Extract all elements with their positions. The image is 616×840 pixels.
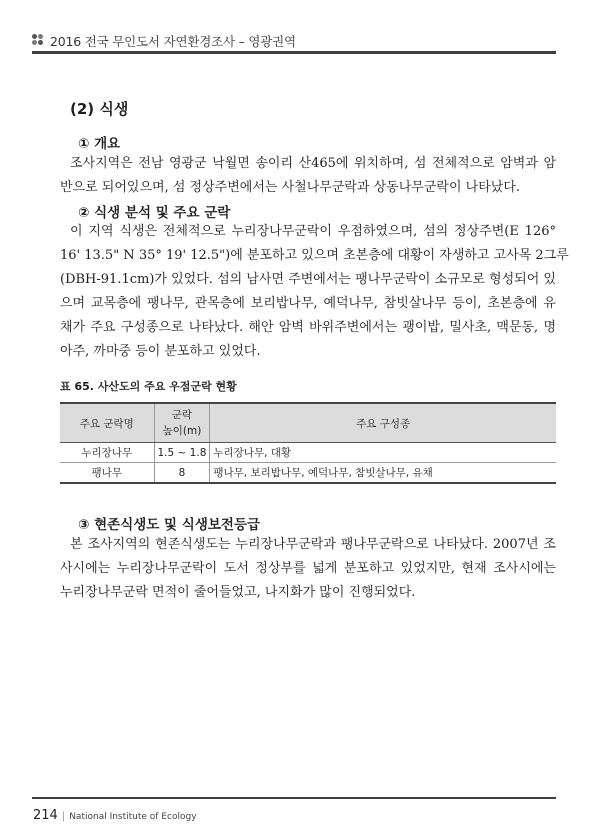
subsection-heading-analysis: ② 식생 분석 및 주요 군락	[78, 205, 231, 221]
header-title: 2016 전국 무인도서 자연환경조사 – 영광권역	[50, 34, 296, 49]
column-header-species: 주요 구성종	[210, 403, 556, 443]
page-number: 214	[33, 808, 58, 823]
cell-community: 누리장나무	[60, 443, 154, 463]
text-line: 조사지역은 전남 영광군 낙월면 송이리 산465에 위치하며, 섬 전체적으로 암벽과 암	[70, 156, 556, 171]
text-line: 반으로 되어있으며, 섬 정상주변에서는 사철나무군락과 상동나무군락이 나타났다.	[60, 180, 521, 195]
text-line: 채가 주요 구성종으로 나타났다. 해안 암벽 바위주변에서는 괭이밥, 밀사초, 맥문동, 명	[60, 320, 556, 335]
cell-species: 누리장나무, 대황	[210, 443, 556, 463]
section-heading: (2) 식생	[70, 100, 129, 118]
column-header-height: 군락 높이(m)	[154, 403, 210, 443]
dominant-community-table	[60, 402, 556, 484]
table-caption: 표 65. 사산도의 주요 우점군락 현황	[60, 380, 237, 393]
table-row	[60, 443, 556, 463]
cell-community: 팽나무	[60, 463, 154, 484]
cell-height: 8	[154, 463, 210, 484]
footer-separator: |	[61, 811, 66, 822]
text-line: 으며 교목층에 팽나무, 관목층에 보리밥나무, 예덕나무, 참빗살나무 등이, 초본층에 유	[60, 296, 556, 311]
footer-institute: National Institute of Ecology	[69, 812, 197, 822]
page-footer	[33, 804, 197, 823]
running-header	[32, 26, 556, 54]
table-header-row	[60, 403, 556, 443]
paragraph-overview	[60, 152, 556, 200]
paragraph-analysis	[60, 220, 569, 364]
text-line: (DBH-91.1cm)가 있었다. 섬의 남사면 주변에서는 팽나무군락이 소규모로 형성되어 있	[60, 272, 556, 287]
header-bullet-icon	[32, 34, 44, 46]
cell-species: 팽나무, 보리밥나무, 예덕나무, 참빗살나무, 유채	[210, 463, 556, 484]
table-row	[60, 463, 556, 484]
text-line: 사시에는 누리장나무군락이 도서 정상부를 넓게 분포하고 있었지만, 현재 조사시에는	[60, 561, 556, 576]
subsection-heading-overview: ① 개요	[78, 136, 121, 152]
text-line: 이 지역 식생은 전체적으로 누리장나무군락이 우점하였으며, 섬의 정상주변(E 126°	[70, 224, 556, 239]
text-line: 누리장나무군락 면적이 줄어들었고, 나지화가 많이 진행되었다.	[60, 585, 416, 600]
column-header-community: 주요 군락명	[60, 403, 154, 443]
text-line: 아주, 까마중 등이 분포하고 있었다.	[60, 344, 261, 359]
footer-rule	[32, 797, 556, 799]
text-line: 16' 13.5" N 35° 19' 12.5")에 분포하고 있으며 초본층에 대황이 자생하고 고사목 2그루	[60, 248, 569, 263]
text-line: 본 조사지역의 현존식생도는 누리장나무군락과 팽나무군락으로 나타났다. 2007년 조	[70, 537, 556, 552]
subsection-heading-vegetation-map: ③ 현존식생도 및 식생보전등급	[78, 517, 261, 533]
cell-height: 1.5 ~ 1.8	[154, 443, 210, 463]
header-rule	[32, 51, 556, 54]
paragraph-vegetation-map	[60, 533, 556, 605]
